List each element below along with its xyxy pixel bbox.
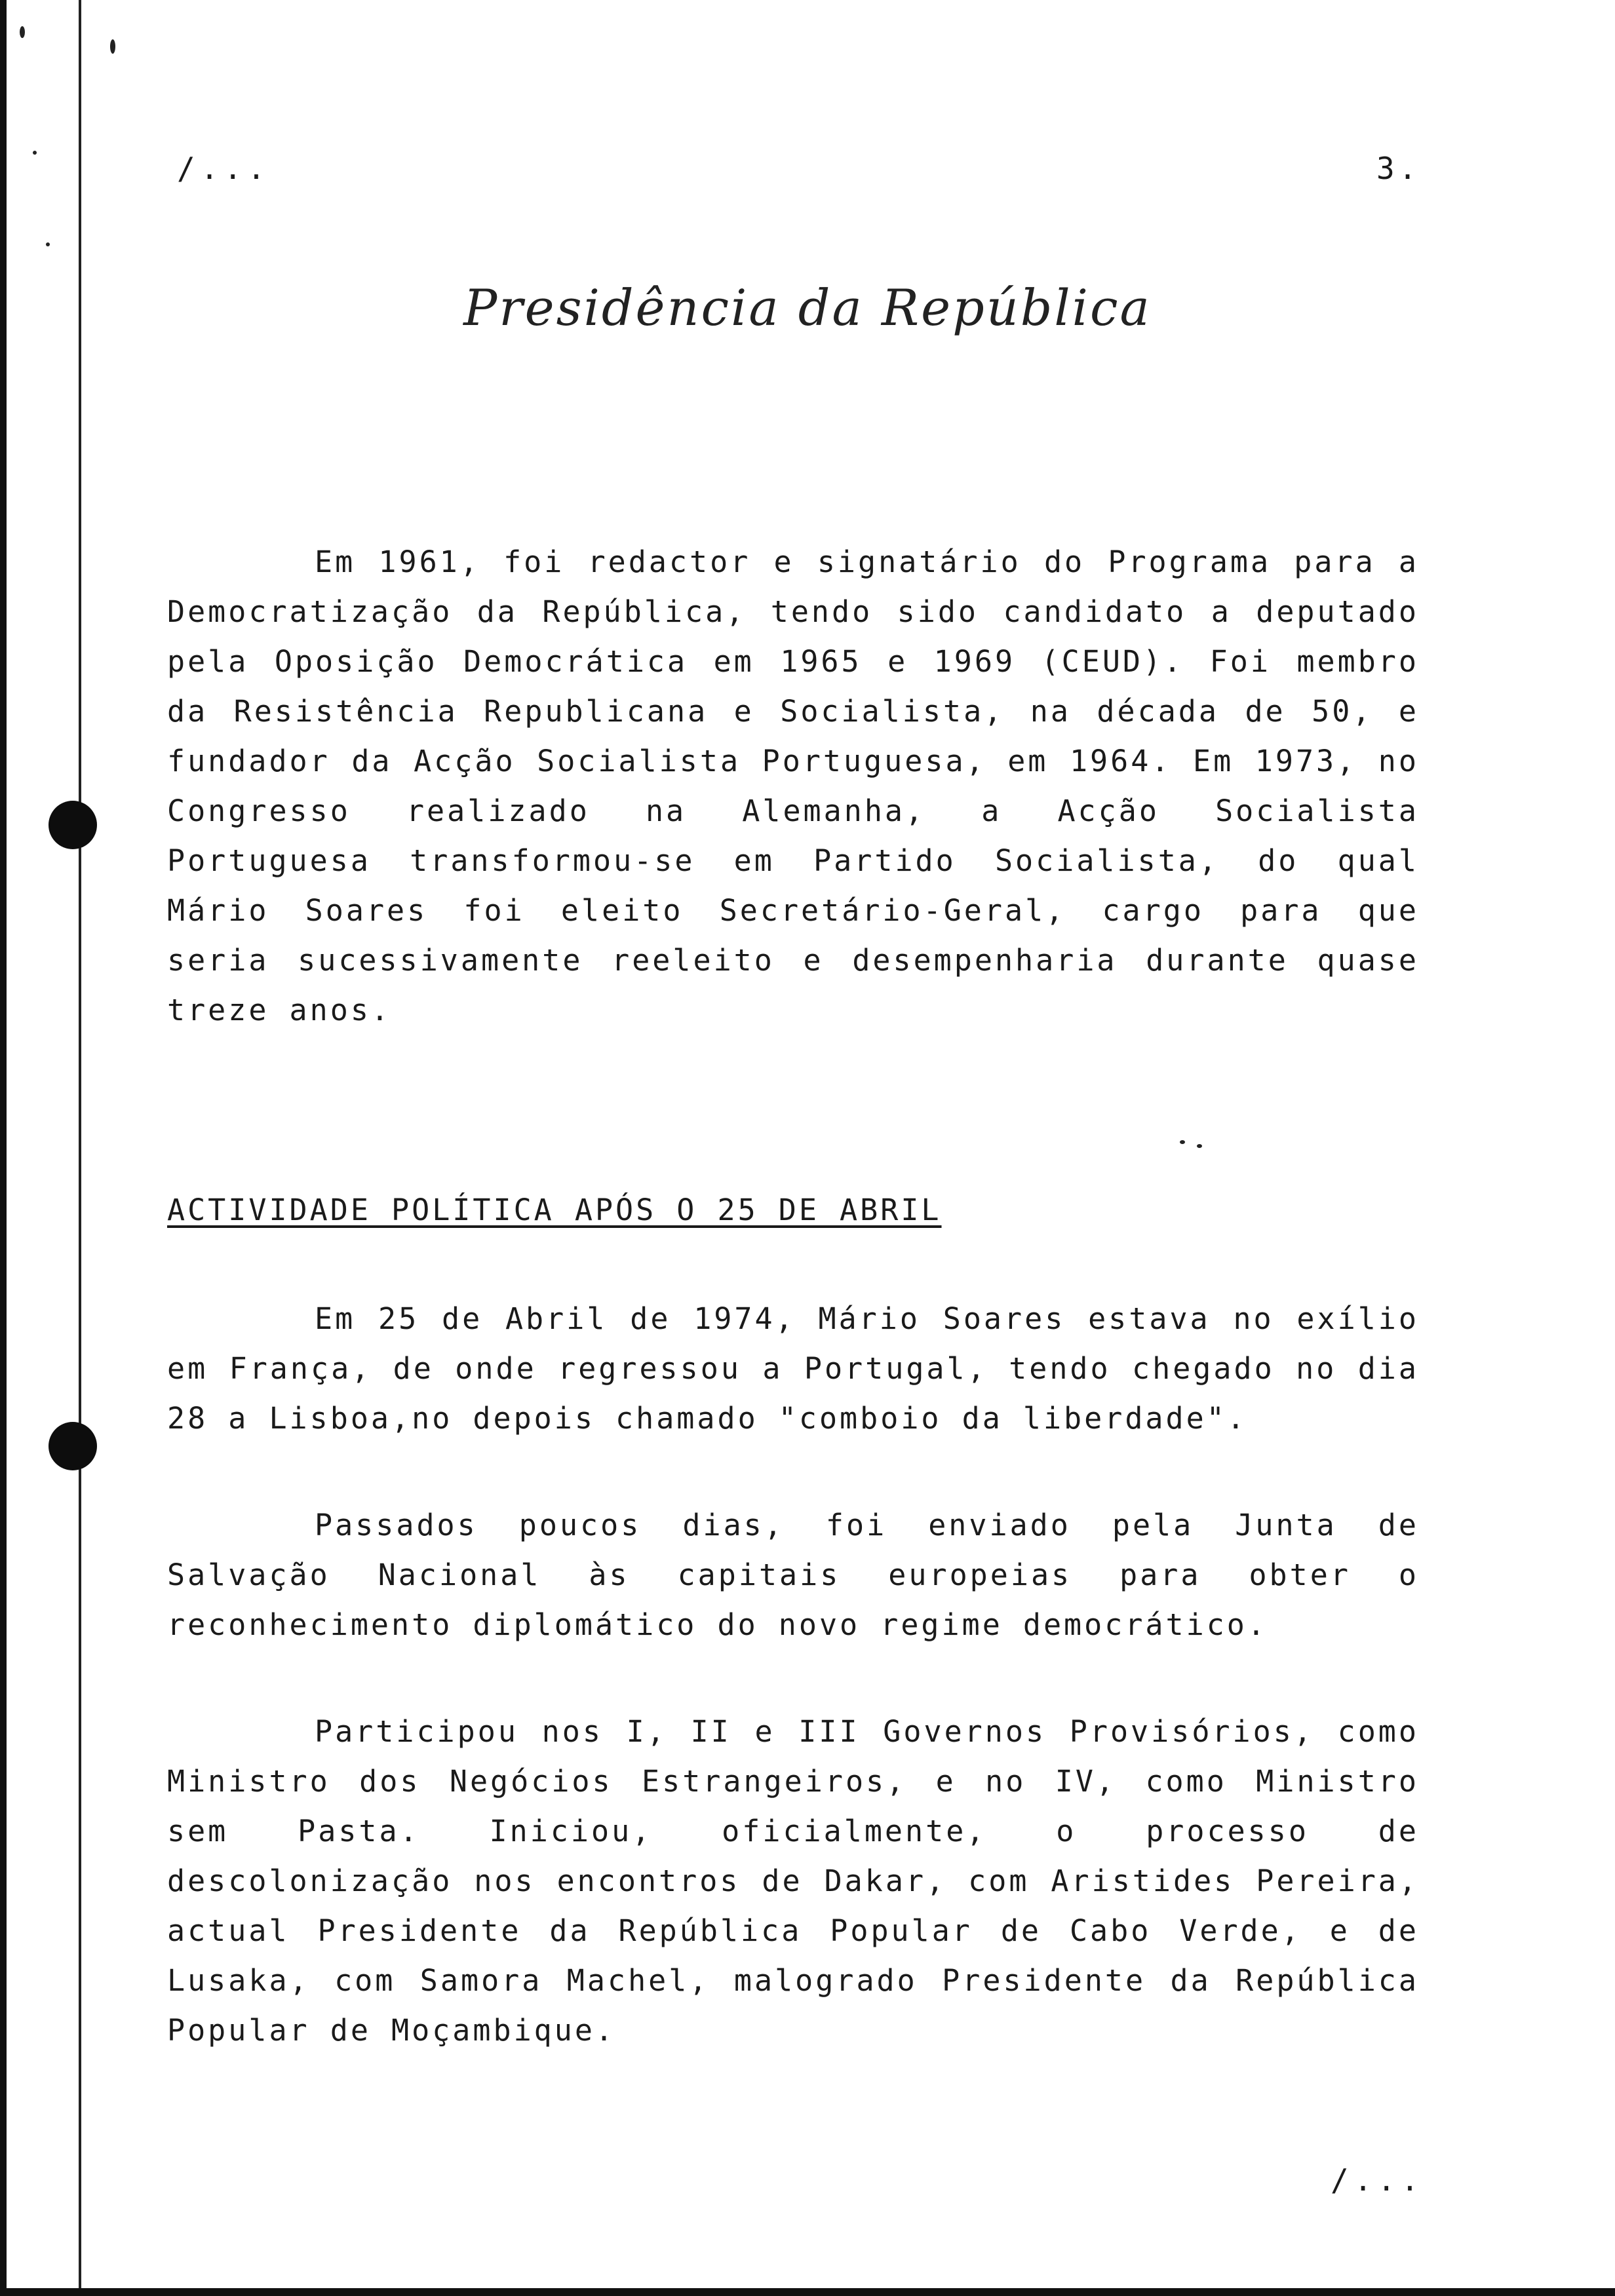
paragraph-3 (167, 1501, 1419, 1650)
punch-hole (49, 1422, 97, 1470)
scan-speck (20, 26, 25, 38)
paragraph-4-text: Participou nos I, II e III Governos Provisórios, como Ministro dos Negócios Estrangeiros, e no IV, como Ministro sem Pasta. Iniciou, oficialmente, o processo de descolonização nos encontros de Dakar, com Aristides Pereira, actual Presidente da República Popular de Cabo Verde, e de Lusaka, com Samora Machel, malogrado Presidente da República Popular de Moçambique. (167, 1714, 1419, 2048)
paragraph-1-text: Em 1961, foi redactor e signatário do Programa para a Democratização da República, tendo sido candidato a deputado pela Oposição Democrática em 1965 e 1969 (CEUD). Foi membro da Resistência Republicana e Socialista, na década de 50, e fundador da Acção Socialista Portuguesa, em 1964. Em 1973, no Congresso realizado na Alemanha, a Acção Socialista Portuguesa transformou-se em Partido Socialista, do qual Mário Soares foi eleito Secretário-Geral, cargo para que seria sucessivamente reeleito e desempenharia durante quase treze anos. (167, 545, 1419, 1027)
section-heading: ACTIVIDADE POLÍTICA APÓS O 25 DE ABRIL (167, 1193, 942, 1227)
scan-speck (46, 242, 50, 246)
scan-edge-line (79, 0, 81, 2296)
scan-edge-left (0, 0, 7, 2296)
letterhead (0, 278, 1615, 337)
scan-speck (110, 39, 115, 54)
paragraph-2 (167, 1294, 1419, 1444)
continuation-marker-top: /... (177, 151, 271, 186)
page-number: 3. (1376, 151, 1421, 186)
continuation-marker-bottom: /... (1331, 2162, 1424, 2198)
scan-speck (33, 151, 37, 155)
paragraph-4 (167, 1707, 1419, 2056)
paragraph-3-text: Passados poucos dias, foi enviado pela Junta de Salvação Nacional às capitais europeias para obter o reconhecimento diplomático do novo regime democrático. (167, 1508, 1419, 1642)
paragraph-1 (167, 537, 1419, 1035)
punch-hole (49, 801, 97, 849)
scan-edge-bottom (0, 2288, 1615, 2296)
scan-speck (1180, 1140, 1185, 1144)
paragraph-2-text: Em 25 de Abril de 1974, Mário Soares estava no exílio em França, de onde regressou a Portugal, tendo chegado no dia 28 a Lisboa,no depois chamado "comboio da liberdade". (167, 1301, 1419, 1436)
scan-speck (1197, 1144, 1202, 1148)
letterhead-text: Presidência da República (463, 278, 1152, 337)
